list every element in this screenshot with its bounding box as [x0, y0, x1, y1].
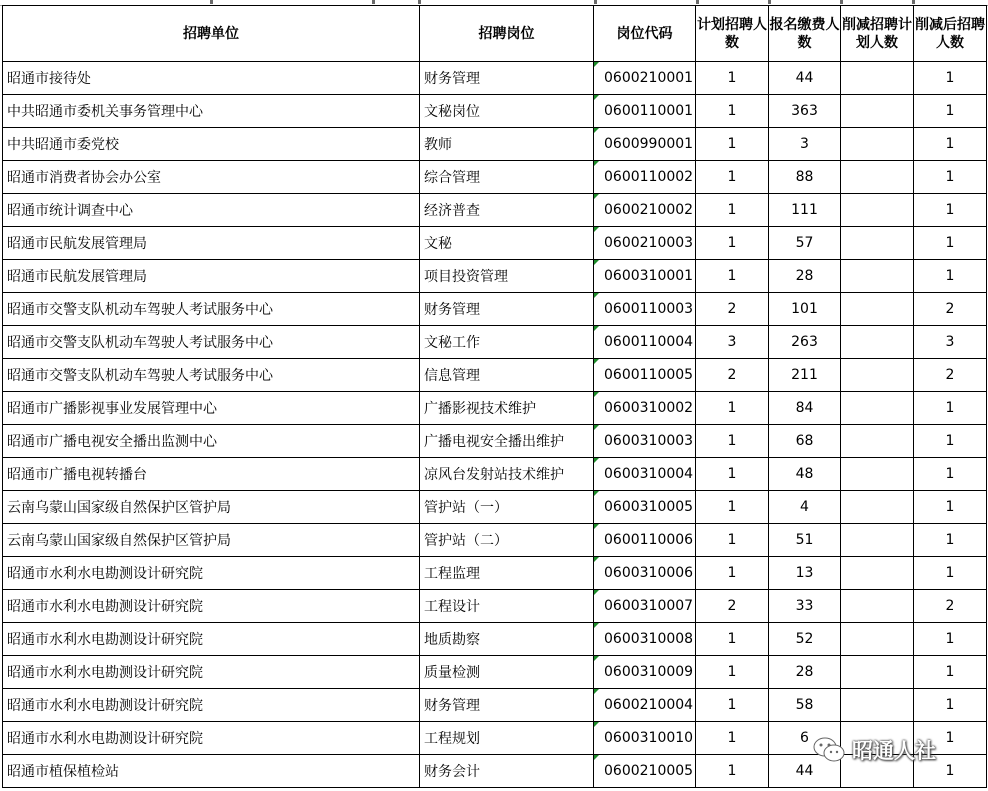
cell-unit[interactable]: 昭通市消费者协会办公室: [3, 161, 420, 194]
table-row: [3, 491, 987, 524]
cell-post[interactable]: 文秘工作: [420, 326, 594, 359]
cell-unit[interactable]: 中共昭通市委机关事务管理中心: [3, 95, 420, 128]
cell-post[interactable]: 经济普查: [420, 194, 594, 227]
cell-cut[interactable]: [841, 128, 914, 161]
cell-unit[interactable]: 昭通市水利水电勘测设计研究院: [3, 722, 420, 755]
cell-code[interactable]: 0600310006: [594, 557, 696, 590]
cell-unit[interactable]: 昭通市广播电视转播台: [3, 458, 420, 491]
cell-plan[interactable]: 1: [696, 425, 769, 458]
cell-paid[interactable]: 44: [769, 62, 841, 95]
cell-paid[interactable]: 4: [769, 491, 841, 524]
cell-unit[interactable]: 昭通市交警支队机动车驾驶人考试服务中心: [3, 326, 420, 359]
cell-after[interactable]: 1: [914, 62, 987, 95]
cell-post[interactable]: 管护站（二）: [420, 524, 594, 557]
table-row: [3, 557, 987, 590]
cell-after[interactable]: 1: [914, 755, 987, 788]
cell-code[interactable]: 0600110002: [594, 161, 696, 194]
header-unit[interactable]: 招聘单位: [3, 6, 420, 62]
cell-post[interactable]: 工程监理: [420, 557, 594, 590]
cell-post[interactable]: 财务管理: [420, 62, 594, 95]
cell-code[interactable]: 0600110006: [594, 524, 696, 557]
cell-post[interactable]: 文秘岗位: [420, 95, 594, 128]
table-row: [3, 458, 987, 491]
cell-paid[interactable]: 51: [769, 524, 841, 557]
cell-post[interactable]: 广播影视技术维护: [420, 392, 594, 425]
cell-cut[interactable]: [841, 161, 914, 194]
cell-code[interactable]: 0600310001: [594, 260, 696, 293]
cell-cut[interactable]: [841, 260, 914, 293]
wechat-icon: [812, 736, 846, 764]
cell-post[interactable]: 财务管理: [420, 689, 594, 722]
cell-post[interactable]: 凉风台发射站技术维护: [420, 458, 594, 491]
cell-paid[interactable]: 44: [769, 755, 841, 788]
table-row: [3, 524, 987, 557]
cell-unit[interactable]: 昭通市水利水电勘测设计研究院: [3, 656, 420, 689]
table-row: [3, 62, 987, 95]
cell-code[interactable]: 0600110001: [594, 95, 696, 128]
cell-after[interactable]: 1: [914, 524, 987, 557]
cell-paid[interactable]: 57: [769, 227, 841, 260]
cell-cut[interactable]: [841, 623, 914, 656]
cell-unit[interactable]: 昭通市交警支队机动车驾驶人考试服务中心: [3, 293, 420, 326]
cell-after[interactable]: 1: [914, 689, 987, 722]
cell-code[interactable]: 0600310010: [594, 722, 696, 755]
cell-after[interactable]: 2: [914, 590, 987, 623]
cell-cut[interactable]: [841, 524, 914, 557]
cell-paid[interactable]: 101: [769, 293, 841, 326]
cell-cut[interactable]: [841, 227, 914, 260]
cell-plan[interactable]: 2: [696, 293, 769, 326]
cell-code[interactable]: 0600310007: [594, 590, 696, 623]
cell-after[interactable]: 1: [914, 392, 987, 425]
cell-plan[interactable]: 1: [696, 128, 769, 161]
cell-code[interactable]: 0600310008: [594, 623, 696, 656]
cell-unit[interactable]: 云南乌蒙山国家级自然保护区管护局: [3, 491, 420, 524]
cell-paid[interactable]: 68: [769, 425, 841, 458]
cell-unit[interactable]: 昭通市广播电视安全播出监测中心: [3, 425, 420, 458]
cell-plan[interactable]: 3: [696, 326, 769, 359]
cell-after[interactable]: 2: [914, 359, 987, 392]
watermark: [812, 732, 936, 768]
header-post[interactable]: 招聘岗位: [420, 6, 594, 62]
cell-post[interactable]: 财务管理: [420, 293, 594, 326]
cell-after[interactable]: 1: [914, 95, 987, 128]
cell-paid[interactable]: 211: [769, 359, 841, 392]
cell-after[interactable]: 1: [914, 656, 987, 689]
cell-unit[interactable]: 昭通市水利水电勘测设计研究院: [3, 623, 420, 656]
header-row: [3, 6, 987, 62]
cell-plan[interactable]: 1: [696, 557, 769, 590]
cell-cut[interactable]: [841, 491, 914, 524]
cell-paid[interactable]: 48: [769, 458, 841, 491]
cell-unit[interactable]: 昭通市统计调查中心: [3, 194, 420, 227]
cell-code[interactable]: 0600210004: [594, 689, 696, 722]
cell-plan[interactable]: 1: [696, 656, 769, 689]
cell-cut[interactable]: [841, 557, 914, 590]
cell-paid[interactable]: 28: [769, 260, 841, 293]
cell-plan[interactable]: 2: [696, 359, 769, 392]
cell-post[interactable]: 管护站（一）: [420, 491, 594, 524]
cell-after[interactable]: 1: [914, 458, 987, 491]
cell-cut[interactable]: [841, 359, 914, 392]
cell-plan[interactable]: 1: [696, 491, 769, 524]
cell-cut[interactable]: [841, 458, 914, 491]
cell-plan[interactable]: 1: [696, 260, 769, 293]
recruitment-table: [2, 5, 987, 788]
table-row: [3, 293, 987, 326]
cell-plan[interactable]: 1: [696, 755, 769, 788]
cell-after[interactable]: 2: [914, 293, 987, 326]
cell-post[interactable]: 广播电视安全播出维护: [420, 425, 594, 458]
cell-paid[interactable]: 33: [769, 590, 841, 623]
cell-after[interactable]: 3: [914, 326, 987, 359]
table-row: [3, 161, 987, 194]
cell-code[interactable]: 0600310009: [594, 656, 696, 689]
cell-after[interactable]: 1: [914, 194, 987, 227]
cell-code[interactable]: 0600110005: [594, 359, 696, 392]
header-plan[interactable]: 计划招聘人数: [696, 6, 769, 62]
cell-post[interactable]: 工程规划: [420, 722, 594, 755]
cell-post[interactable]: 教师: [420, 128, 594, 161]
cell-plan[interactable]: 1: [696, 392, 769, 425]
cell-cut[interactable]: [841, 656, 914, 689]
cell-plan[interactable]: 1: [696, 524, 769, 557]
cell-after[interactable]: 1: [914, 491, 987, 524]
cell-unit[interactable]: 昭通市交警支队机动车驾驶人考试服务中心: [3, 359, 420, 392]
cell-code[interactable]: 0600110003: [594, 293, 696, 326]
cell-after[interactable]: 1: [914, 260, 987, 293]
cell-unit[interactable]: 昭通市接待处: [3, 62, 420, 95]
cell-paid[interactable]: 28: [769, 656, 841, 689]
cell-post[interactable]: 工程设计: [420, 590, 594, 623]
cell-paid[interactable]: 58: [769, 689, 841, 722]
cell-unit[interactable]: 昭通市植保植检站: [3, 755, 420, 788]
table-row: [3, 128, 987, 161]
cell-code[interactable]: 0600310004: [594, 458, 696, 491]
cell-code[interactable]: 0600310002: [594, 392, 696, 425]
cell-code[interactable]: 0600110004: [594, 326, 696, 359]
table-row: [3, 95, 987, 128]
cell-cut[interactable]: [841, 293, 914, 326]
cell-plan[interactable]: 1: [696, 62, 769, 95]
cell-plan[interactable]: 1: [696, 689, 769, 722]
cell-after[interactable]: 1: [914, 128, 987, 161]
cell-after[interactable]: 1: [914, 227, 987, 260]
cell-paid[interactable]: 363: [769, 95, 841, 128]
cell-cut[interactable]: [841, 590, 914, 623]
cell-post[interactable]: 项目投资管理: [420, 260, 594, 293]
cell-unit[interactable]: 昭通市广播影视事业发展管理中心: [3, 392, 420, 425]
cell-unit[interactable]: 昭通市民航发展管理局: [3, 260, 420, 293]
cell-code[interactable]: 0600210001: [594, 62, 696, 95]
cell-plan[interactable]: 1: [696, 161, 769, 194]
cell-cut[interactable]: [841, 326, 914, 359]
table-row: [3, 623, 987, 656]
table-row: [3, 194, 987, 227]
watermark-text: 昭通人社: [852, 739, 936, 763]
cell-code[interactable]: 0600990001: [594, 128, 696, 161]
cell-plan[interactable]: 1: [696, 95, 769, 128]
cell-unit[interactable]: 昭通市水利水电勘测设计研究院: [3, 557, 420, 590]
table-row: [3, 689, 987, 722]
cell-post[interactable]: 文秘: [420, 227, 594, 260]
table-row: [3, 326, 987, 359]
header-code[interactable]: 岗位代码: [594, 6, 696, 62]
cell-paid[interactable]: 263: [769, 326, 841, 359]
cell-unit[interactable]: 昭通市民航发展管理局: [3, 227, 420, 260]
cell-post[interactable]: 质量检测: [420, 656, 594, 689]
table-row: [3, 590, 987, 623]
cell-after[interactable]: 1: [914, 557, 987, 590]
cell-after[interactable]: 1: [914, 425, 987, 458]
cell-cut[interactable]: [841, 425, 914, 458]
cell-paid[interactable]: 88: [769, 161, 841, 194]
cell-paid[interactable]: 13: [769, 557, 841, 590]
cell-plan[interactable]: 1: [696, 458, 769, 491]
header-cut[interactable]: 削减招聘计划人数: [841, 6, 914, 62]
cell-unit[interactable]: 中共昭通市委党校: [3, 128, 420, 161]
table-row: [3, 392, 987, 425]
cell-cut[interactable]: [841, 194, 914, 227]
cell-cut[interactable]: [841, 62, 914, 95]
cell-post[interactable]: 信息管理: [420, 359, 594, 392]
cell-after[interactable]: 1: [914, 722, 987, 755]
table-row: [3, 359, 987, 392]
table-row: [3, 227, 987, 260]
cell-unit[interactable]: 昭通市水利水电勘测设计研究院: [3, 689, 420, 722]
cell-code[interactable]: 0600210003: [594, 227, 696, 260]
cell-cut[interactable]: [841, 689, 914, 722]
cell-code[interactable]: 0600310003: [594, 425, 696, 458]
cell-code[interactable]: 0600210002: [594, 194, 696, 227]
table-row: [3, 260, 987, 293]
table-row: [3, 656, 987, 689]
cell-cut[interactable]: [841, 392, 914, 425]
cell-after[interactable]: 1: [914, 161, 987, 194]
cell-unit[interactable]: 昭通市水利水电勘测设计研究院: [3, 590, 420, 623]
cell-plan[interactable]: 2: [696, 590, 769, 623]
header-paid[interactable]: 报名缴费人数: [769, 6, 841, 62]
cell-paid[interactable]: 3: [769, 128, 841, 161]
cell-plan[interactable]: 1: [696, 194, 769, 227]
table-row: [3, 425, 987, 458]
cell-unit[interactable]: 云南乌蒙山国家级自然保护区管护局: [3, 524, 420, 557]
cell-after[interactable]: 1: [914, 623, 987, 656]
cell-paid[interactable]: 52: [769, 623, 841, 656]
cell-post[interactable]: 财务会计: [420, 755, 594, 788]
cell-plan[interactable]: 1: [696, 623, 769, 656]
cell-plan[interactable]: 1: [696, 227, 769, 260]
cell-paid[interactable]: 6: [769, 722, 841, 755]
cell-cut[interactable]: [841, 95, 914, 128]
cell-plan[interactable]: 1: [696, 722, 769, 755]
cell-code[interactable]: 0600310005: [594, 491, 696, 524]
cell-paid[interactable]: 111: [769, 194, 841, 227]
cell-post[interactable]: 地质勘察: [420, 623, 594, 656]
cell-paid[interactable]: 84: [769, 392, 841, 425]
cell-post[interactable]: 综合管理: [420, 161, 594, 194]
header-after[interactable]: 削减后招聘人数: [914, 6, 987, 62]
cell-code[interactable]: 0600210005: [594, 755, 696, 788]
